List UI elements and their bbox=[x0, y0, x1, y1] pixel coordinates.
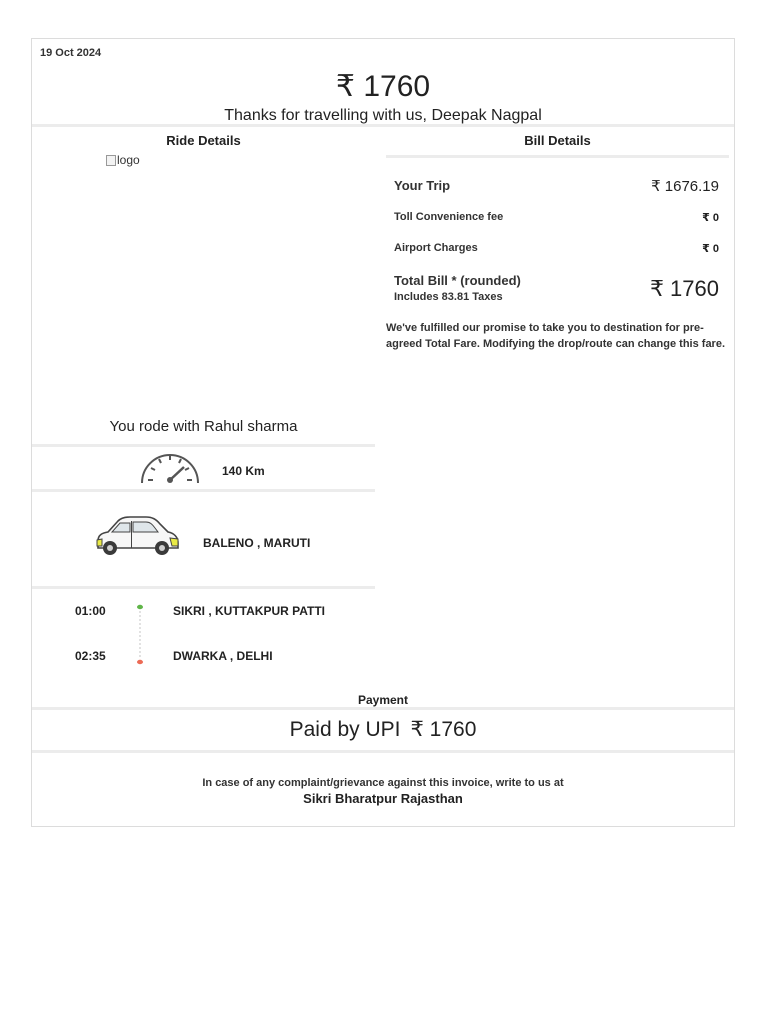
total-bill-label: Total Bill * (rounded) bbox=[394, 273, 521, 288]
header-divider bbox=[32, 124, 734, 127]
car-model: BALENO , MARUTI bbox=[203, 536, 311, 550]
complaint-address: Sikri Bharatpur Rajasthan bbox=[303, 791, 463, 806]
pickup-location: SIKRI , KUTTAKPUR PATTI bbox=[173, 604, 325, 618]
toll-fee-value: ₹ 0 bbox=[702, 212, 719, 224]
bill-divider bbox=[386, 155, 729, 158]
ride-divider-1 bbox=[32, 444, 375, 447]
driver-line: You rode with Rahul sharma bbox=[109, 418, 298, 435]
taxes-label: Includes 83.81 Taxes bbox=[394, 291, 503, 303]
airport-charges-label: Airport Charges bbox=[394, 242, 478, 254]
payment-title: Payment bbox=[357, 693, 409, 707]
pickup-time: 01:00 bbox=[75, 604, 106, 618]
your-trip-value: ₹ 1676.19 bbox=[651, 178, 719, 195]
thanks-message: Thanks for travelling with us, Deepak Nagpal bbox=[224, 107, 542, 124]
ride-details-title: Ride Details bbox=[166, 133, 241, 148]
payment-amount: ₹ 1760 bbox=[410, 718, 477, 741]
trip-distance: 140 Km bbox=[222, 464, 265, 478]
invoice-date: 19 Oct 2024 bbox=[40, 47, 102, 59]
fare-note: We've fulfilled our promise to take you to destination for pre-agreed Total Fare. Modifying the drop/route can change this fare. bbox=[386, 322, 726, 350]
ride-divider-3 bbox=[32, 586, 375, 589]
complaint-text: In case of any complaint/grievance against this invoice, write to us at bbox=[202, 777, 564, 789]
payment-line bbox=[32, 717, 734, 742]
logo-alt-text: logo bbox=[117, 153, 140, 167]
your-trip-label: Your Trip bbox=[394, 178, 451, 193]
ride-divider-2 bbox=[32, 489, 375, 492]
drop-dot bbox=[137, 660, 143, 664]
car-icon bbox=[94, 515, 180, 559]
logo-image bbox=[106, 153, 140, 167]
broken-image-icon bbox=[106, 155, 116, 166]
payment-divider-bottom bbox=[32, 750, 734, 753]
pickup-dot bbox=[137, 605, 143, 609]
invoice-card bbox=[31, 38, 735, 827]
total-bill-value: ₹ 1760 bbox=[649, 276, 719, 301]
drop-time: 02:35 bbox=[75, 649, 106, 663]
total-amount-heading: ₹ 1760 bbox=[335, 70, 431, 103]
bill-details-title: Bill Details bbox=[524, 133, 591, 148]
toll-fee-label: Toll Convenience fee bbox=[394, 211, 504, 223]
drop-location: DWARKA , DELHI bbox=[173, 649, 273, 663]
route-timeline bbox=[136, 603, 144, 665]
airport-charges-value: ₹ 0 bbox=[702, 243, 719, 255]
speedometer-icon bbox=[139, 449, 201, 485]
payment-divider-top bbox=[32, 707, 734, 710]
payment-method: Paid by UPI bbox=[289, 718, 401, 741]
